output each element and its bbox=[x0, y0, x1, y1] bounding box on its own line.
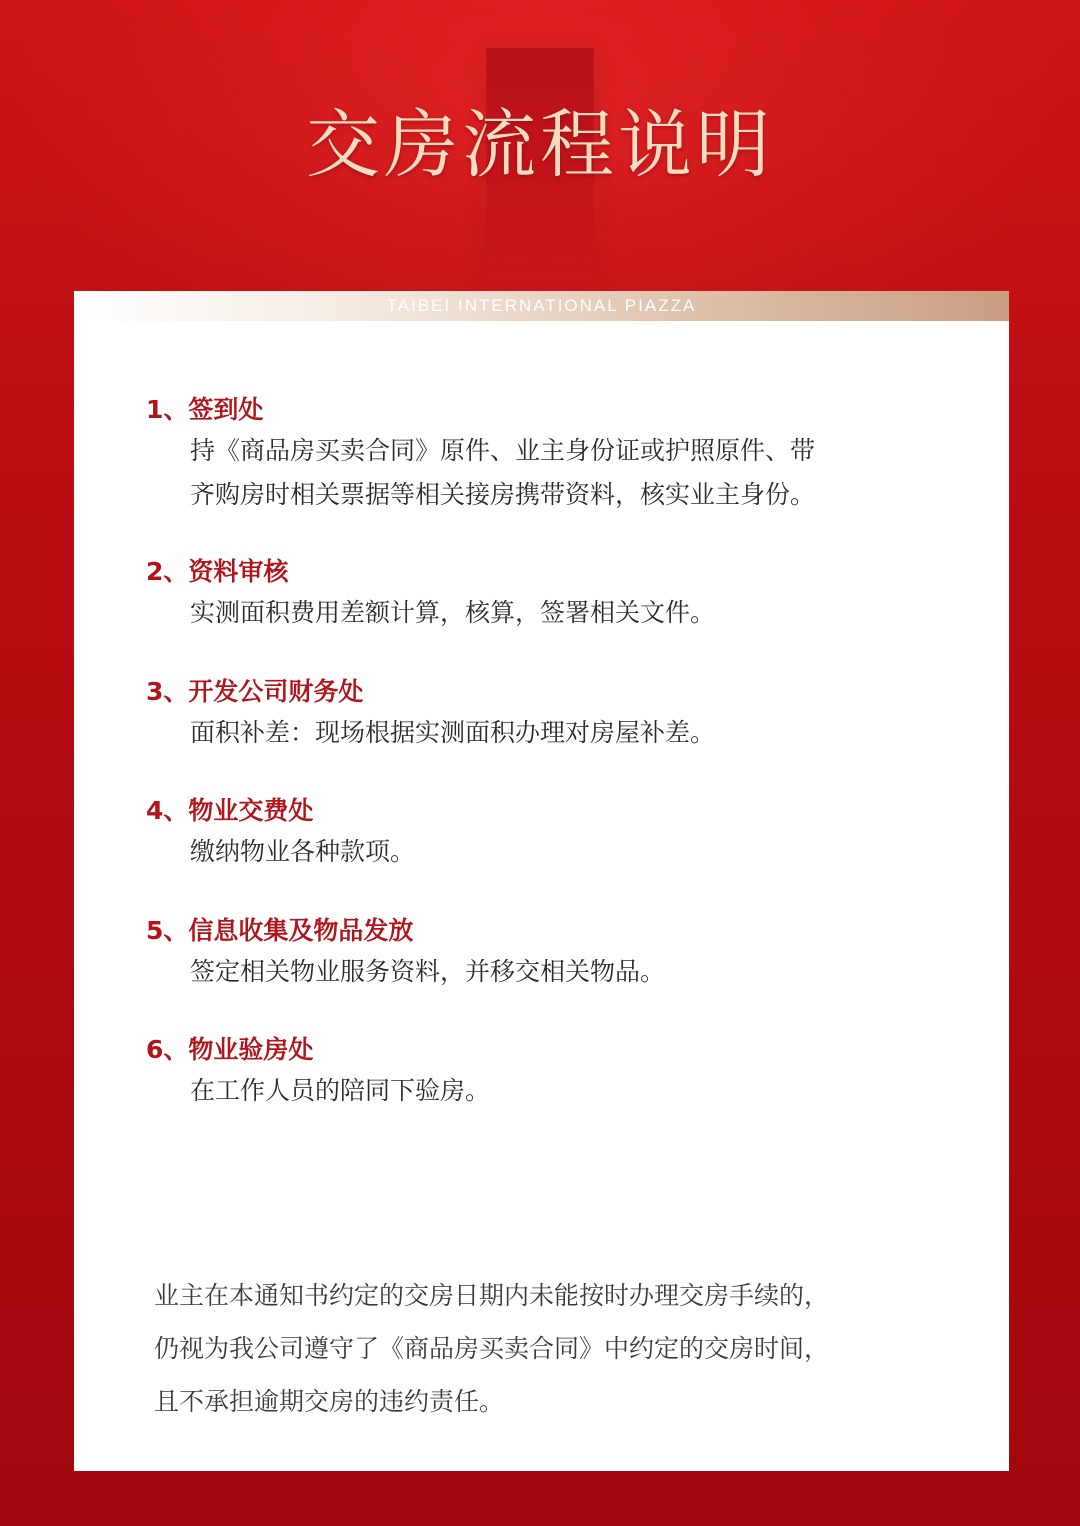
step-item bbox=[146, 391, 946, 517]
step-item bbox=[146, 912, 946, 994]
step-item bbox=[146, 673, 946, 755]
step-line: 齐购房时相关票据等相关接房携带资料，核实业主身份。 bbox=[190, 480, 816, 509]
card-subtitle: TAIBEI INTERNATIONAL PIAZZA bbox=[386, 296, 697, 315]
step-line: 在工作人员的陪同下验房。 bbox=[190, 1076, 491, 1105]
step-title: 4、物业交费处 bbox=[146, 796, 314, 825]
step-item bbox=[146, 553, 946, 635]
step-line: 持《商品房买卖合同》原件、业主身份证或护照原件、带 bbox=[190, 436, 816, 465]
step-title: 5、信息收集及物品发放 bbox=[146, 916, 414, 945]
notice-line: 业主在本通知书约定的交房日期内未能按时办理交房手续的， bbox=[154, 1281, 830, 1310]
step-item bbox=[146, 792, 946, 874]
step-line: 实测面积费用差额计算，核算，签署相关文件。 bbox=[190, 598, 716, 627]
step-line: 签定相关物业服务资料，并移交相关物品。 bbox=[190, 957, 666, 986]
notice-line: 且不承担逾期交房的违约责任。 bbox=[154, 1387, 505, 1416]
page-title: 交房流程说明 bbox=[306, 102, 774, 188]
step-title: 3、开发公司财务处 bbox=[146, 677, 364, 706]
step-title: 2、资料审核 bbox=[146, 557, 289, 586]
notice-line: 仍视为我公司遵守了《商品房买卖合同》中约定的交房时间， bbox=[154, 1334, 830, 1363]
step-item bbox=[146, 1031, 946, 1113]
content-card bbox=[74, 291, 1009, 1471]
step-title: 6、物业验房处 bbox=[146, 1035, 314, 1064]
step-line: 面积补差：现场根据实测面积办理对房屋补差。 bbox=[190, 718, 716, 747]
notice-paragraph bbox=[154, 1269, 954, 1428]
step-line: 缴纳物业各种款项。 bbox=[190, 837, 416, 866]
step-title: 1、签到处 bbox=[146, 395, 264, 424]
